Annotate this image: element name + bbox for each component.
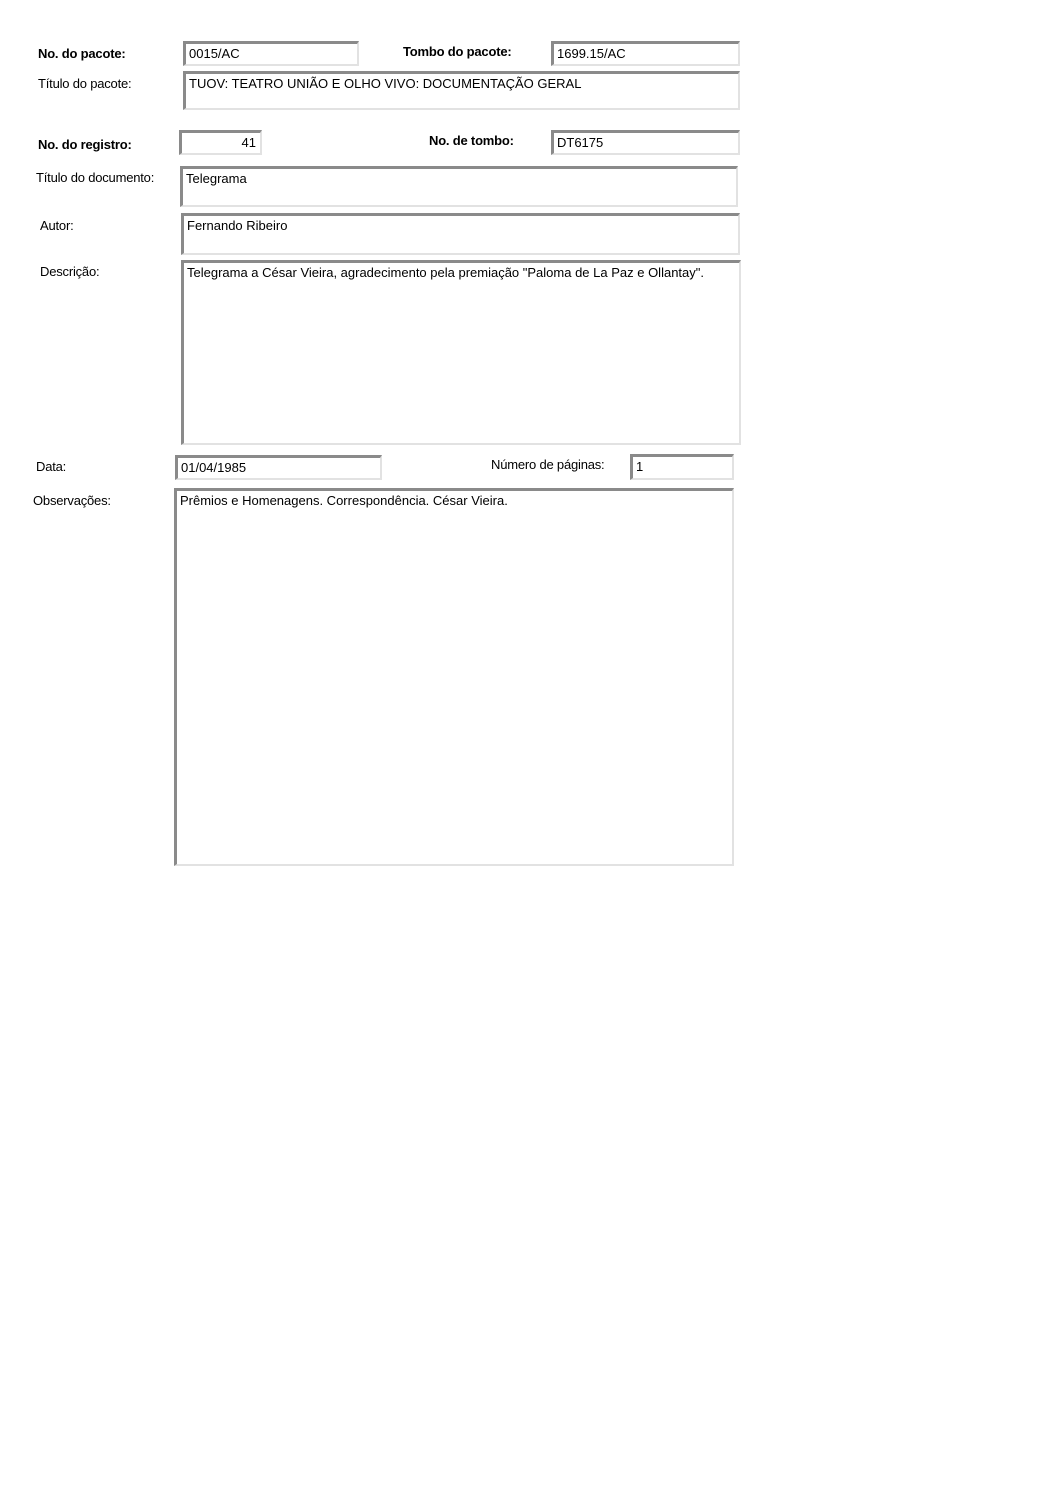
numero-paginas-label: Número de páginas:: [491, 457, 605, 472]
titulo-documento-field[interactable]: Telegrama: [180, 166, 738, 207]
descricao-label: Descrição:: [40, 264, 100, 279]
data-field[interactable]: 01/04/1985: [175, 455, 382, 480]
titulo-pacote-label: Título do pacote:: [38, 76, 132, 91]
data-label: Data:: [36, 459, 67, 474]
observacoes-label: Observações:: [33, 493, 111, 508]
titulo-documento-label: Título do documento:: [36, 170, 155, 185]
observacoes-field[interactable]: Prêmios e Homenagens. Correspondência. César Vieira.: [174, 488, 734, 866]
pacote-number-field[interactable]: 0015/AC: [183, 41, 359, 66]
numero-paginas-field[interactable]: 1: [630, 454, 734, 480]
registro-number-field[interactable]: 41: [179, 130, 262, 155]
autor-label: Autor:: [40, 218, 74, 233]
tombo-number-field[interactable]: DT6175: [551, 130, 740, 155]
titulo-pacote-field[interactable]: TUOV: TEATRO UNIÃO E OLHO VIVO: DOCUMENTAÇÃO GERAL: [183, 71, 740, 110]
tombo-pacote-field[interactable]: 1699.15/AC: [551, 41, 740, 66]
tombo-pacote-label: Tombo do pacote:: [403, 44, 512, 59]
tombo-number-label: No. de tombo:: [429, 133, 514, 148]
registro-number-label: No. do registro:: [38, 137, 132, 152]
descricao-field[interactable]: Telegrama a César Vieira, agradecimento pela premiação "Paloma de La Paz e Ollantay".: [181, 260, 741, 445]
autor-field[interactable]: Fernando Ribeiro: [181, 213, 740, 255]
pacote-number-label: No. do pacote:: [38, 46, 126, 61]
